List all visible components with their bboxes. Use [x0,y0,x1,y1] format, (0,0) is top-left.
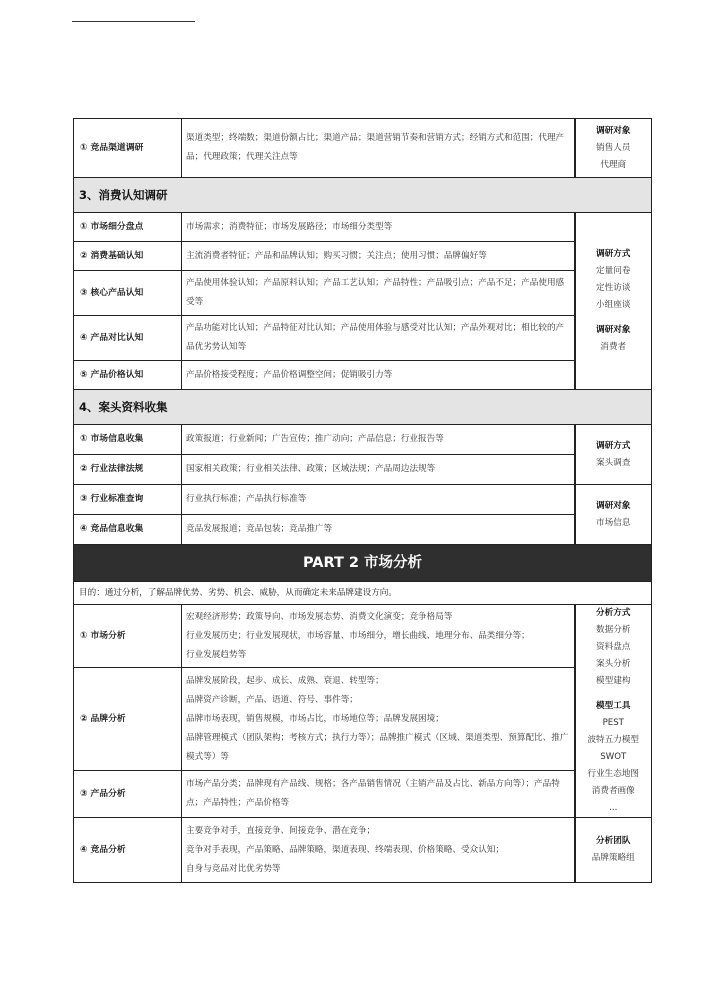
side-line: ... [609,803,618,813]
row-label: ④ 竞品分析 [74,818,182,883]
desc-line: 品牌管理模式（团队架构；考核方式；执行力等）；品牌推广模式（区域、渠道类型、预算配比、推广模式等）等 [186,732,569,762]
header-rule [72,21,195,22]
row-description [182,605,575,668]
side-heading: 分析团队 [596,836,631,846]
side-line: 案头分析 [596,659,631,669]
side-note-desk-target [575,485,652,545]
side-line: 数据分析 [596,625,631,635]
section-title: 3、消费认知调研 [74,178,652,213]
side-note-consumer [575,213,652,390]
side-note-desk-method [575,425,652,485]
row-label: ② 行业法律法规 [74,455,182,485]
row-description: 行业执行标准；产品执行标准等 [182,485,575,515]
research-table [73,118,652,883]
row-label: ③ 产品分析 [74,771,182,818]
row-description: 国家相关政策；行业相关法律、政策；区域法规；产品周边法规等 [182,455,575,485]
desc-line: 品牌资产诊断，产品、语道、符号、事件等； [186,694,358,705]
side-heading: 调研方式 [596,440,631,451]
desc-line: 市场产品分类；品牌现有产品线、规格；各产品销售情况（主销产品及占比、新品方向等）；产品特点；产品特性；产品价格等 [186,779,560,808]
side-heading: 分析方式 [596,608,631,618]
section-header [74,390,652,425]
row-label: ① 市场信息收集 [74,425,182,455]
table-row [74,316,652,361]
table-row [74,119,652,178]
desc-line: 主要竞争对手，直接竞争、间接竞争、潜在竞争； [186,825,376,836]
side-heading: 调研方式 [596,249,631,259]
part-title: PART 2 市场分析 [74,545,652,582]
desc-line: 品牌市场表现，销售规模，市场占比，市场地位等；品牌发展困境； [186,713,444,724]
desc-line: 品牌发展阶段，起步、成长、成熟、衰退、转型等； [186,675,384,686]
purpose-row [74,582,652,605]
row-description: 产品价格接受程度；产品价格调整空间；促销吸引力等 [182,361,575,390]
table-row [74,271,652,316]
side-line: 小组座谈 [596,300,631,310]
table-row [74,515,652,545]
side-note-team [575,818,652,883]
section-title: 4、案头资料收集 [74,390,652,425]
row-description: 市场需求；消费特征；市场发展路径；市场细分类型等 [182,213,575,242]
side-line: 销售人员 [596,142,631,153]
side-heading: 调研对象 [596,325,631,335]
desc-line: 自身与竞品对比优劣势等 [186,863,281,874]
side-heading: 调研对象 [596,500,631,511]
table-row [74,213,652,242]
side-line: 消费者画像 [591,786,635,796]
table-row [74,425,652,455]
row-label: ③ 核心产品认知 [74,271,182,316]
table-row [74,818,652,883]
side-line: 定量问卷 [596,266,631,276]
side-line: 案头调查 [596,457,631,468]
row-label: ① 市场细分盘点 [74,213,182,242]
side-line: 模型建构 [596,676,631,686]
side-note-channel [575,119,652,178]
row-label: ② 品牌分析 [74,668,182,771]
purpose-text: 目的：通过分析，了解品牌优势、劣势、机会、威胁，从而确定未来品牌建设方向。 [74,582,652,605]
row-label: ③ 行业标准查询 [74,485,182,515]
side-heading: 模型工具 [596,701,631,711]
side-line: 市场信息 [596,517,631,528]
side-line: PEST [602,718,624,728]
table-row [74,242,652,271]
section-header [74,178,652,213]
table-row [74,771,652,818]
desc-line: 行业发展趋势等 [186,649,247,660]
row-description: 政策报道；行业新闻；广告宣传；推广动向；产品信息；行业报告等 [182,425,575,455]
row-description: 主流消费者特征；产品和品牌认知；购买习惯；关注点；使用习惯；品牌偏好等 [182,242,575,271]
table-row [74,668,652,771]
table-row [74,455,652,485]
row-label: ① 市场分析 [74,605,182,668]
side-heading: 调研对象 [596,125,631,136]
row-description [182,771,575,818]
row-description: 产品使用体验认知；产品原料认知；产品工艺认知；产品特性；产品吸引点；产品不足；产品使用感受等 [182,271,575,316]
desc-line: 宏观经济形势；政策导向、市场发展态势、消费文化演变；竞争格局等 [186,611,453,622]
table-row [74,605,652,668]
side-line: 行业生态地图 [587,769,640,779]
row-description: 渠道类型；终端数；渠道份额占比；渠道产品；渠道营销节奏和营销方式；经销方式和范围；代理产品；代理政策；代理关注点等 [182,119,575,178]
side-line: 波特五力模型 [587,735,640,745]
side-line: 消费者 [600,342,627,352]
row-description [182,818,575,883]
table-row [74,485,652,515]
side-line: 资料盘点 [596,642,631,652]
row-description [182,668,575,771]
side-line: 代理商 [600,159,627,170]
part-header [74,545,652,582]
row-label: ④ 竞品信息收集 [74,515,182,545]
row-description: 产品功能对比认知；产品特征对比认知；产品使用体验与感受对比认知；产品外观对比；相比较的产品优劣势认知等 [182,316,575,361]
row-description: 竞品发展报道；竞品包装；竞品推广等 [182,515,575,545]
side-note-analysis [575,605,652,818]
side-line: 定性访谈 [596,283,631,293]
side-line: 品牌策略组 [591,853,635,863]
row-label: ② 消费基础认知 [74,242,182,271]
desc-line: 行业发展历史；行业发展现状，市场容量、市场细分，增长曲线、地理分布、品类细分等； [186,630,530,641]
table-row [74,361,652,390]
side-line: SWOT [600,752,627,762]
row-label: ④ 产品对比认知 [74,316,182,361]
row-label: ① 竞品渠道调研 [74,119,182,178]
row-label: ⑤ 产品价格认知 [74,361,182,390]
desc-line: 竞争对手表现，产品策略、品牌策略，渠道表现、终端表现、价格策略、受众认知； [186,844,504,855]
